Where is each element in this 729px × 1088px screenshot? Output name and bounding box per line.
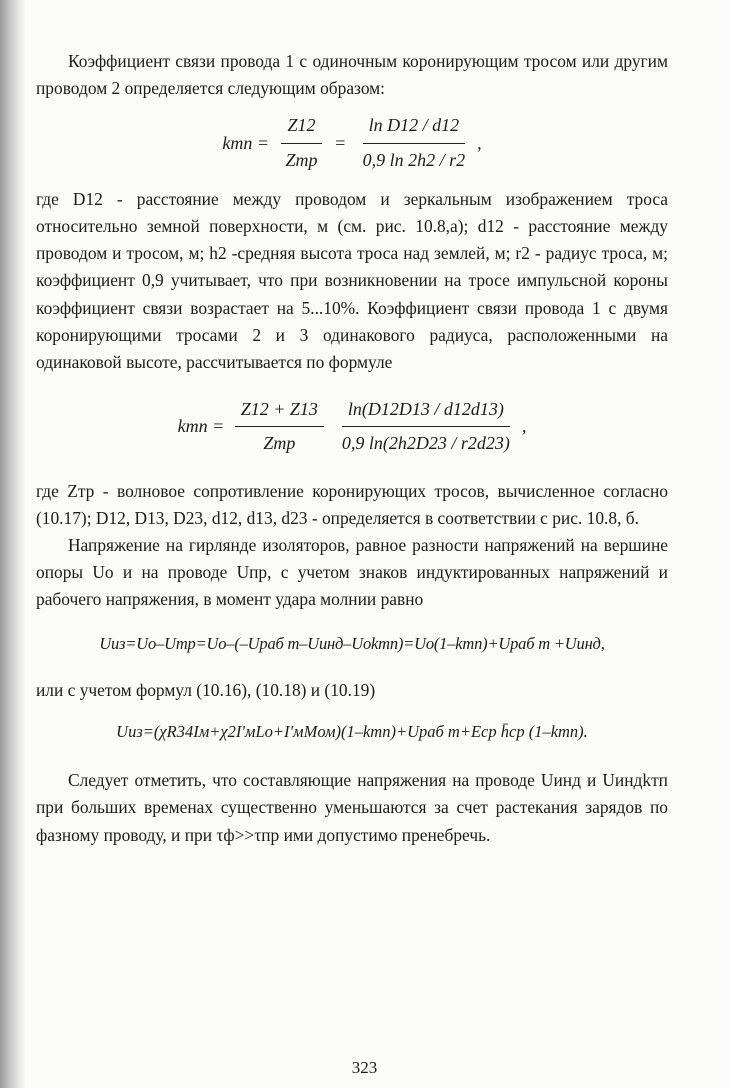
formula-insulator-voltage-expanded: Uиз=(χR34Iм+χ2I'мLо+I'мMом)(1–kтп)+Uраб т+Eср h̄ср (1–kтп). <box>116 722 588 742</box>
document-page <box>36 48 668 849</box>
formula1-fraction-1: $\frac{Z12}{\text{Zтр}}$ <box>279 112 323 173</box>
paragraph-or-with: или с учетом формул (10.16), (10.18) и (10.19) <box>36 679 376 700</box>
formula1-lhs: kтп <box>222 132 253 153</box>
paragraph-definitions-2: где Zтр - волновое сопротивление коронирующих тросов, вычисленное согласно (10.17); D12, D13, D23, d12, d13, d23 - определяется в соответствии с рис. 10.8, б. <box>36 480 668 528</box>
formula2-fraction-1: $\frac{Z12 + Z13}{\text{Zтр}}$ <box>235 396 324 457</box>
formula2-lhs: kтп <box>177 416 208 437</box>
book-spine-shadow <box>0 0 26 1088</box>
formula-coupling-two-wires: kтп = $\frac{Z12 + Z13}{\text{Zтр}}$ $\frac{\ln(D12D13 / d12d13)}{0,9 \ln(2h2D23 / r2d23)}$ , <box>36 396 668 457</box>
formula-coupling-single: kтп = $\frac{Z12}{\text{Zтр}}$ = $\frac{\text{ln D12 / d12}}{0,9 \ln 2h2 / r2}$ , <box>36 112 668 173</box>
formula1-fraction-2: $\frac{\text{ln D12 / d12}}{0,9 \ln 2h2 / r2}$ <box>357 112 472 173</box>
paragraph-voltage: Напряжение на гирлянде изоляторов, равное разности напряжений на вершине опоры Uо и на проводе Uпр, с учетом знаков индуктированных напряжений и рабочего напряжения, в момент удара молнии равно <box>36 535 668 610</box>
page-number: 323 <box>351 1058 378 1077</box>
paragraph-note: Следует отметить, что составляющие напряжения на проводе Uинд и Uиндkтп при больших временах существенно уменьшаются за счет растекания зарядов по фазному проводу, и при τф>>τпр ими допустимо пренебречь. <box>36 770 668 845</box>
paragraph-intro: Коэффициент связи провода 1 с одиночным коронирующим тросом или другим проводом 2 определяется следующим образом: <box>36 51 668 99</box>
formula-insulator-voltage: Uиз=Uо–Uтр=Uо–(–Uраб т–Uинд–Uоkтп)=Uо(1–kтп)+Uраб т +Uинд, <box>99 633 605 653</box>
paragraph-definitions-1: где D12 - расстояние между проводом и зеркальным изображением троса относительно земной поверхности, м (см. рис. 10.8,а); d12 - расстояние между проводом и тросом, м; h2 -средняя высота троса над землей, м; r2 - радиус троса, м; коэффициент 0,9 учитывает, что при возникновении на тросе импульсной короны коэффициент связи возрастает на 5...10%. Коэффициент связи провода 1 с двумя коронирующими тросами 2 и 3 одинакового радиуса, расположенными на одинаковой высоте, рассчитывается по формуле <box>36 188 668 373</box>
formula2-fraction-2: $\frac{\ln(D12D13 / d12d13)}{0,9 \ln(2h2D23 / r2d23)}$ <box>336 396 516 457</box>
